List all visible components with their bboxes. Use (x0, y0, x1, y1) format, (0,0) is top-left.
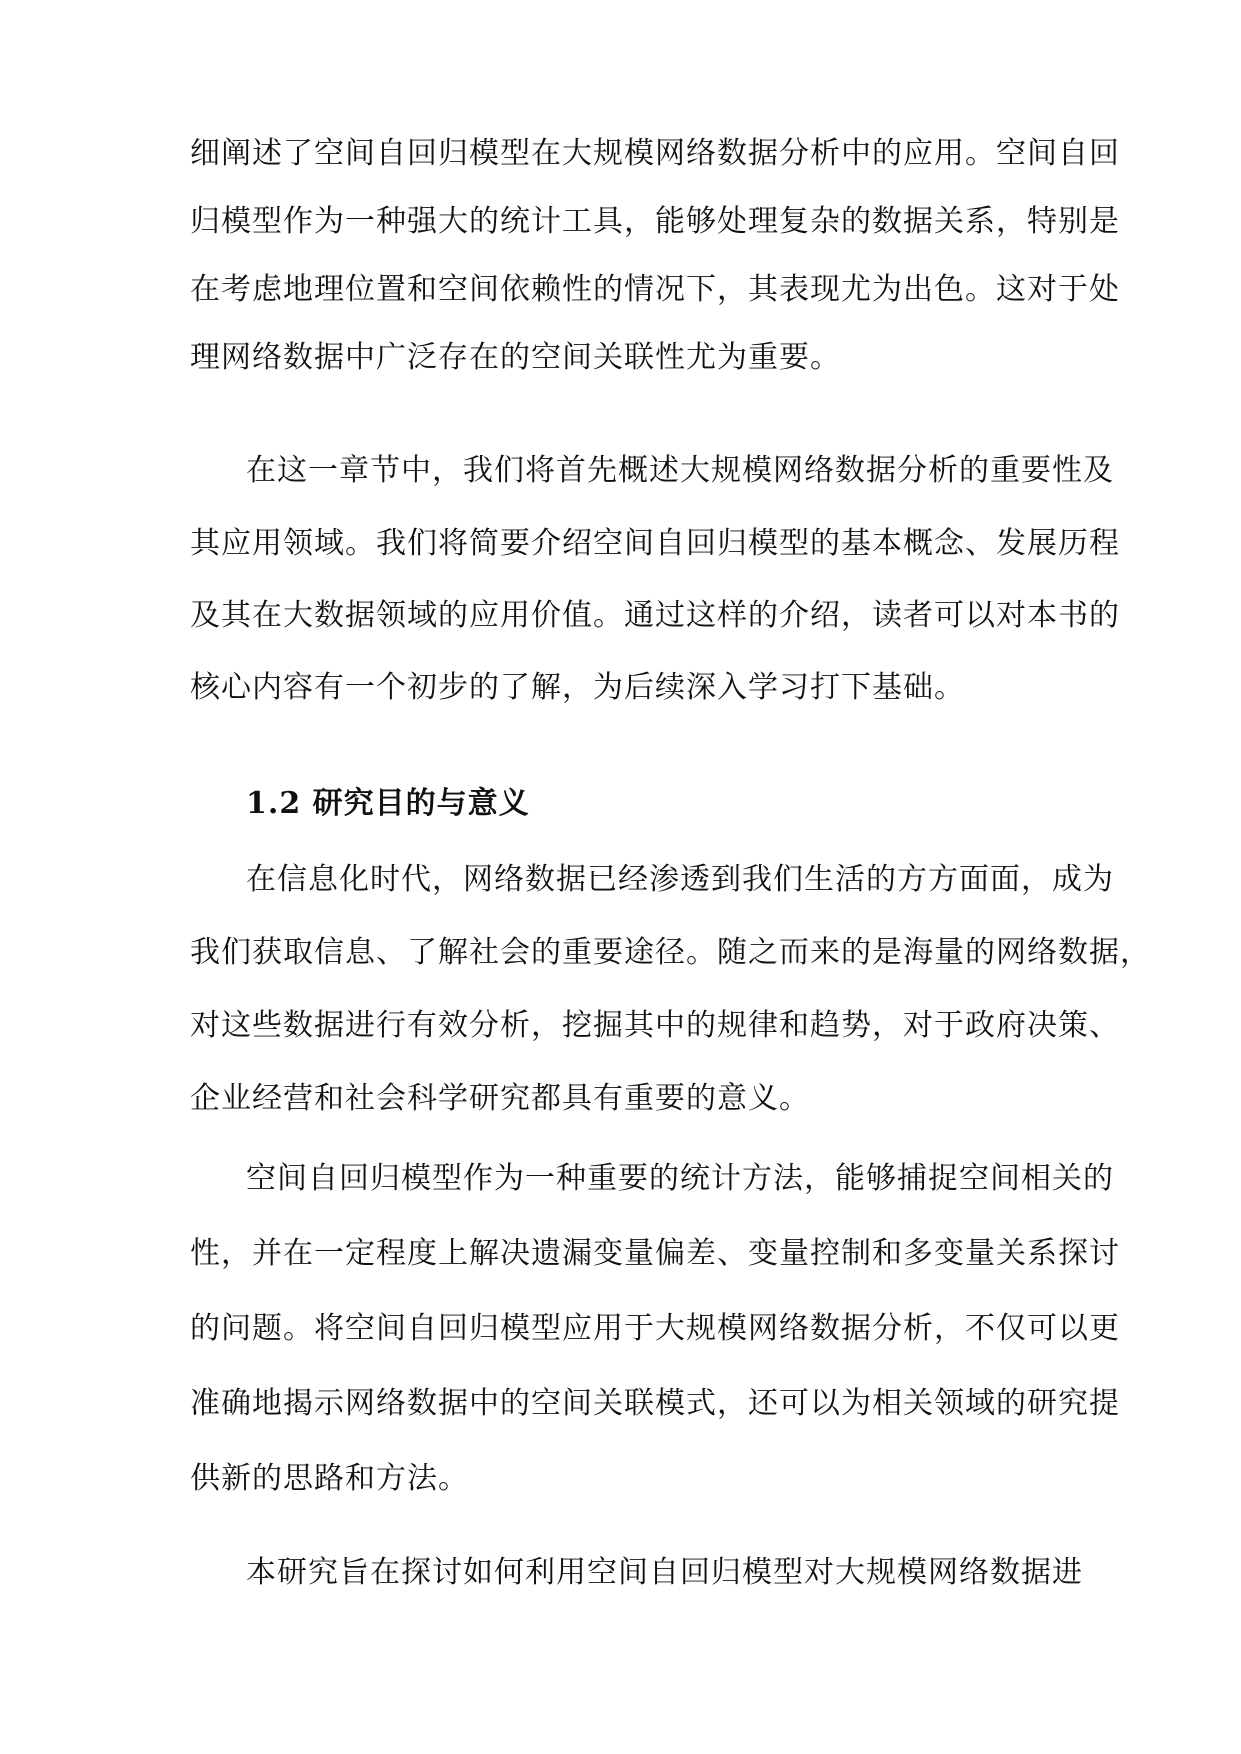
paragraph-4-line-3: 的问题。将空间自回归模型应用于大规模网络数据分析，不仅可以更 (190, 1311, 1120, 1346)
paragraph-1-line-3: 在考虑地理位置和空间依赖性的情况下，其表现尤为出色。这对于处 (190, 272, 1120, 307)
paragraph-1-line-2: 归模型作为一种强大的统计工具，能够处理复杂的数据关系，特别是 (190, 204, 1120, 239)
paragraph-1-line-4: 理网络数据中广泛存在的空间关联性尤为重要。 (190, 340, 841, 375)
paragraph-4-line-4: 准确地揭示网络数据中的空间关联模式，还可以为相关领域的研究提 (190, 1386, 1120, 1421)
paragraph-3-line-2: 我们获取信息、了解社会的重要途径。随之而来的是海量的网络数据， (190, 935, 1151, 970)
paragraph-3-line-4: 企业经营和社会科学研究都具有重要的意义。 (190, 1081, 810, 1116)
paragraph-2-line-1: 在这一章节中，我们将首先概述大规模网络数据分析的重要性及 (246, 453, 1114, 488)
paragraph-3-line-1: 在信息化时代，网络数据已经渗透到我们生活的方方面面，成为 (246, 862, 1114, 897)
paragraph-2-line-4: 核心内容有一个初步的了解，为后续深入学习打下基础。 (190, 670, 965, 705)
paragraph-5-line-1: 本研究旨在探讨如何利用空间自回归模型对大规模网络数据进 (246, 1555, 1083, 1590)
paragraph-4-line-1: 空间自回归模型作为一种重要的统计方法，能够捕捉空间相关的 (246, 1161, 1114, 1196)
paragraph-2-line-3: 及其在大数据领域的应用价值。通过这样的介绍，读者可以对本书的 (190, 598, 1120, 633)
section-heading: 1.2 研究目的与意义 (246, 786, 530, 821)
paragraph-2-line-2: 其应用领域。我们将简要介绍空间自回归模型的基本概念、发展历程 (190, 526, 1120, 561)
paragraph-4-line-5: 供新的思路和方法。 (190, 1461, 469, 1496)
paragraph-4-line-2: 性，并在一定程度上解决遗漏变量偏差、变量控制和多变量关系探讨 (190, 1236, 1120, 1271)
paragraph-3-line-3: 对这些数据进行有效分析，挖掘其中的规律和趋势，对于政府决策、 (190, 1008, 1120, 1043)
paragraph-1-line-1: 细阐述了空间自回归模型在大规模网络数据分析中的应用。空间自回 (190, 136, 1120, 171)
